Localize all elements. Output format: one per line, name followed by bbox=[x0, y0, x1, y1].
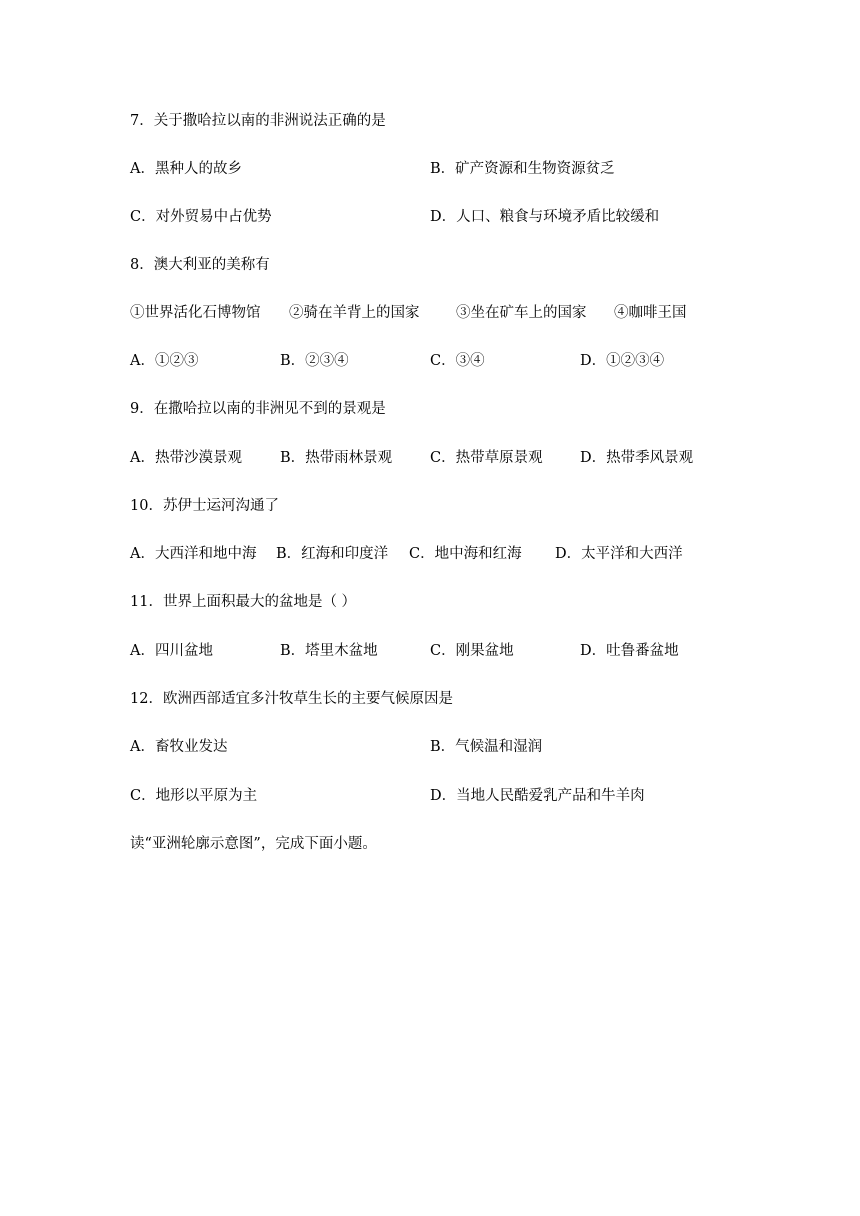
question-10-option-a: A．大西洋和地中海 bbox=[130, 546, 257, 562]
question-12-option-b: B．气候温和湿润 bbox=[430, 739, 543, 755]
question-8-option-a: A．①②③ bbox=[130, 353, 199, 369]
question-8-statement-3: ③坐在矿车上的国家 bbox=[456, 305, 587, 321]
question-8-statement-2: ②骑在羊背上的国家 bbox=[289, 305, 420, 321]
question-10-option-d: D．太平洋和大西洋 bbox=[555, 546, 683, 562]
question-8-statement-1: ①世界活化石博物馆 bbox=[130, 305, 261, 321]
question-7-stem: 7．关于撒哈拉以南的非洲说法正确的是 bbox=[130, 113, 386, 129]
question-10-option-c: C．地中海和红海 bbox=[409, 546, 522, 562]
question-12-option-d: D．当地人民酷爱乳产品和牛羊肉 bbox=[430, 788, 645, 804]
question-12-stem: 12．欧洲西部适宜多汁牧草生长的主要气候原因是 bbox=[130, 691, 453, 707]
question-8-statement-4: ④咖啡王国 bbox=[614, 305, 687, 321]
reading-instruction: 读“亚洲轮廓示意图”，完成下面小题。 bbox=[130, 836, 377, 852]
question-7-option-b: B．矿产资源和生物资源贫乏 bbox=[430, 161, 615, 177]
question-9-option-a: A．热带沙漠景观 bbox=[130, 450, 242, 466]
question-11-option-b: B．塔里木盆地 bbox=[280, 643, 378, 659]
question-9-option-b: B．热带雨林景观 bbox=[280, 450, 393, 466]
question-12-option-c: C．地形以平原为主 bbox=[130, 788, 258, 804]
question-7-option-c: C．对外贸易中占优势 bbox=[130, 209, 272, 225]
question-7-option-d: D．人口、粮食与环境矛盾比较缓和 bbox=[430, 209, 660, 225]
question-8-option-c: C．③④ bbox=[430, 353, 485, 369]
question-7-option-a: A．黑种人的故乡 bbox=[130, 161, 242, 177]
question-8-option-b: B．②③④ bbox=[280, 353, 349, 369]
question-8-option-d: D．①②③④ bbox=[580, 353, 665, 369]
question-11-stem: 11．世界上面积最大的盆地是（ ） bbox=[130, 594, 357, 610]
question-10-stem: 10．苏伊士运河沟通了 bbox=[130, 498, 279, 514]
question-11-option-d: D．吐鲁番盆地 bbox=[580, 643, 679, 659]
question-12-option-a: A．畜牧业发达 bbox=[130, 739, 228, 755]
question-11-option-c: C．刚果盆地 bbox=[430, 643, 514, 659]
question-9-option-c: C．热带草原景观 bbox=[430, 450, 543, 466]
question-8-stem: 8．澳大利亚的美称有 bbox=[130, 257, 270, 273]
question-11-option-a: A．四川盆地 bbox=[130, 643, 213, 659]
question-10-option-b: B．红海和印度洋 bbox=[276, 546, 389, 562]
question-9-option-d: D．热带季风景观 bbox=[580, 450, 694, 466]
question-9-stem: 9．在撒哈拉以南的非洲见不到的景观是 bbox=[130, 401, 386, 417]
